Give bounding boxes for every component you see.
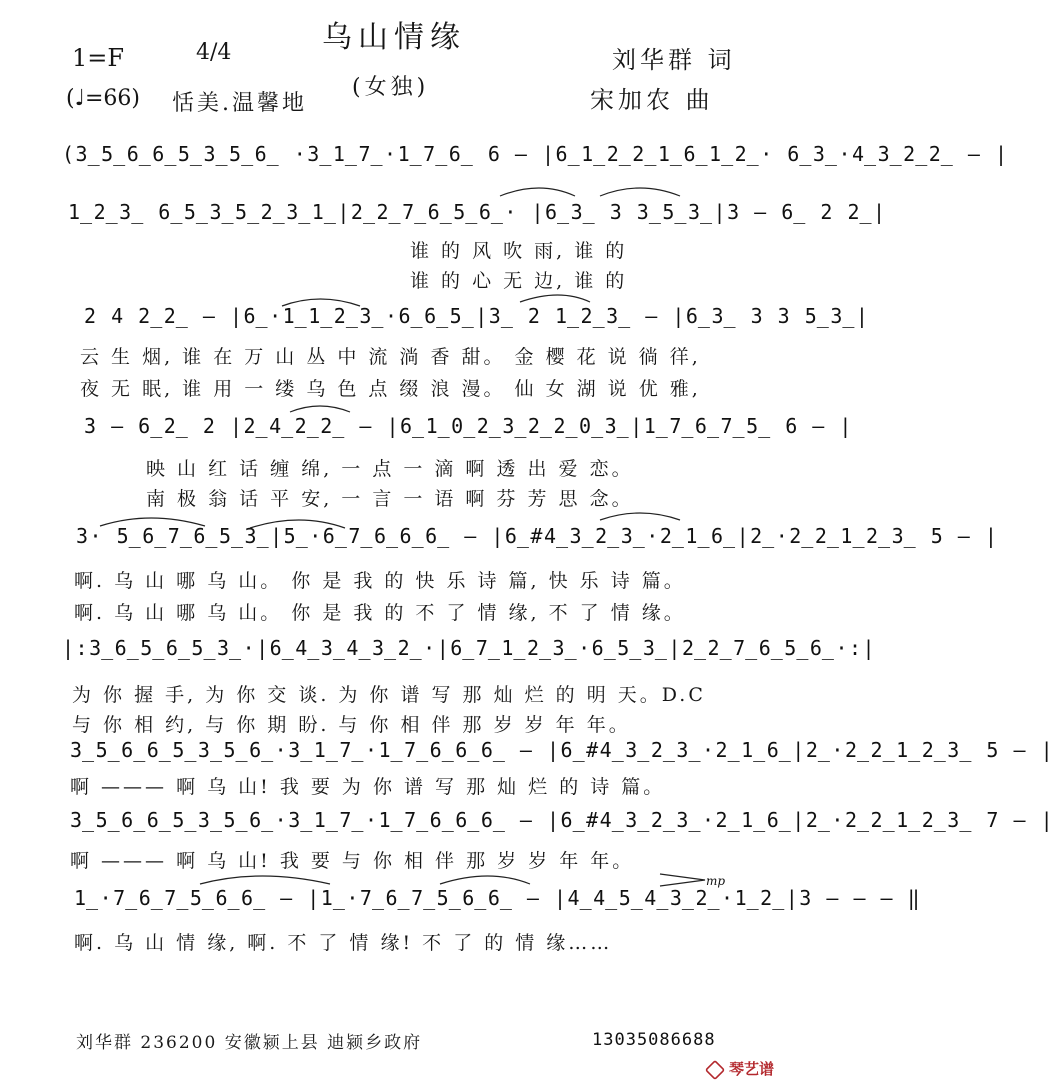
lyricist-credit: 刘华群 词 — [612, 46, 736, 74]
expression-marking: 恬美.温馨地 — [172, 91, 307, 116]
score-row-3-lyric-1: 云 生 烟, 谁 在 万 山 丛 中 流 淌 香 甜。 金 樱 花 说 徜 徉, — [80, 346, 701, 368]
performance-note: (女独) — [352, 75, 430, 100]
score-row-2-notes: 1̲2̲3̲ 6̲5̲3̲5̲2̲3̲1̲|2̲2̲7̲6̲5̲6̲· |6̲3̲ 3 3̲5̲3̲|3 — 6̲ 2 2̲| — [68, 200, 887, 224]
score-row-6-lyric-2: 与 你 相 约, 与 你 期 盼. 与 你 相 伴 那 岁 岁 年 年。 — [72, 714, 631, 736]
score-row-5-lyric-2: 啊. 乌 山 哪 乌 山。 你 是 我 的 不 了 情 缘, 不 了 情 缘。 — [74, 602, 686, 624]
score-row-2-lyric-2: 谁 的 心 无 边, 谁 的 — [410, 270, 628, 292]
score-row-6-lyric-1: 为 你 握 手, 为 你 交 谈. 为 你 谱 写 那 灿 烂 的 明 天。D.C — [72, 684, 706, 706]
slur-arc — [520, 295, 590, 302]
score-row-9-lyric-1: 啊. 乌 山 情 缘, 啊. 不 了 情 缘! 不 了 的 情 缘…… — [74, 932, 613, 954]
watermark-text: 琴艺谱 — [729, 1061, 775, 1078]
slur-arc — [600, 513, 680, 520]
brand-icon — [705, 1060, 725, 1080]
score-row-7-lyric-1: 啊 ——— 啊 乌 山! 我 要 为 你 谱 写 那 灿 烂 的 诗 篇。 — [70, 776, 666, 798]
slur-arc — [282, 299, 360, 306]
slur-arc — [200, 876, 330, 884]
contact-info: 刘华群 236200 安徽颍上县 迪颍乡政府 — [76, 1033, 423, 1053]
slur-arc — [100, 518, 205, 526]
score-row-2-lyric-1: 谁 的 风 吹 雨, 谁 的 — [410, 240, 628, 262]
score-row-5-lyric-1: 啊. 乌 山 哪 乌 山。 你 是 我 的 快 乐 诗 篇, 快 乐 诗 篇。 — [74, 570, 686, 592]
time-signature: 4/4 — [196, 40, 232, 65]
score-row-4-lyric-1: 映 山 红 话 缠 绵, 一 点 一 滴 啊 透 出 爱 恋。 — [146, 458, 634, 480]
score-row-6-notes: |:3̲6̲5̲6̲5̲3̲·|6̲4̲3̲4̲3̲2̲·|6̲7̲1̲2̲3̲·6̲5̲3̲|2̲2̲7̲6̲5̲6̲·:| — [62, 636, 877, 660]
score-row-7-notes: 3̲5̲6̲6̲5̲3̲5̲6̲·3̲1̲7̲·1̲7̲6̲6̲6̲ — |6̲#4̲3̲2̲3̲·2̲1̲6̲|2̲·2̲2̲1̲2̲3̲ 5 — | — [70, 738, 1054, 762]
composer-credit: 宋加农 曲 — [590, 86, 714, 114]
watermark-logo — [706, 1058, 774, 1079]
slur-arc — [440, 876, 530, 884]
score-title: 乌山情缘 — [322, 20, 466, 55]
score-row-5-notes: 3· 5̲6̲7̲6̲5̲3̲|5̲·6̲7̲6̲6̲6̲ — |6̲#4̲3̲2̲3̲·2̲1̲6̲|2̲·2̲2̲1̲2̲3̲ 5 — | — [76, 524, 999, 548]
dynamic-marking: mp — [706, 874, 726, 888]
score-row-3-notes: 2 4 2̲2̲ — |6̲·1̲1̲2̲3̲·6̲6̲5̲|3̲ 2 1̲2̲3̲ — |6̲3̲ 3 3 5̲3̲| — [84, 304, 870, 328]
score-row-9-notes: 1̲·7̲6̲7̲5̲6̲6̲ — |1̲·7̲6̲7̲5̲6̲6̲ — |4̲4̲5̲4̲3̲2̲·1̲2̲|3 — — — ‖ — [74, 886, 922, 910]
slur-arc — [600, 188, 680, 196]
slur-arc — [500, 188, 575, 196]
score-row-1-notes: (3̲5̲6̲6̲5̲3̲5̲6̲ ·3̲1̲7̲·1̲7̲6̲ 6 — |6̲1̲2̲2̲1̲6̲1̲2̲· 6̲3̲·4̲3̲2̲2̲ — | — [62, 142, 1009, 166]
hairpin-decrescendo — [660, 874, 705, 886]
key-signature: 1=F — [72, 44, 125, 72]
tempo-marking: (♩=66) — [66, 86, 140, 111]
score-row-3-lyric-2: 夜 无 眠, 谁 用 一 缕 乌 色 点 缀 浪 漫。 仙 女 湖 说 优 雅, — [80, 378, 701, 400]
score-row-8-notes: 3̲5̲6̲6̲5̲3̲5̲6̲·3̲1̲7̲·1̲7̲6̲6̲6̲ — |6̲#4̲3̲2̲3̲·2̲1̲6̲|2̲·2̲2̲1̲2̲3̲ 7 — | — [70, 808, 1054, 832]
slur-arc — [290, 406, 350, 412]
score-row-8-lyric-1: 啊 ——— 啊 乌 山! 我 要 与 你 相 伴 那 岁 岁 年 年。 — [70, 850, 635, 872]
phone-number: 13035086688 — [592, 1030, 716, 1050]
slur-arc — [250, 520, 345, 528]
score-row-4-lyric-2: 南 极 翁 话 平 安, 一 言 一 语 啊 芬 芳 思 念。 — [146, 488, 634, 510]
score-row-4-notes: 3 — 6̲2̲ 2 |2̲4̲2̲2̲ — |6̲1̲0̲2̲3̲2̲2̲0̲3̲|1̲7̲6̲7̲5̲ 6 — | — [84, 414, 853, 438]
